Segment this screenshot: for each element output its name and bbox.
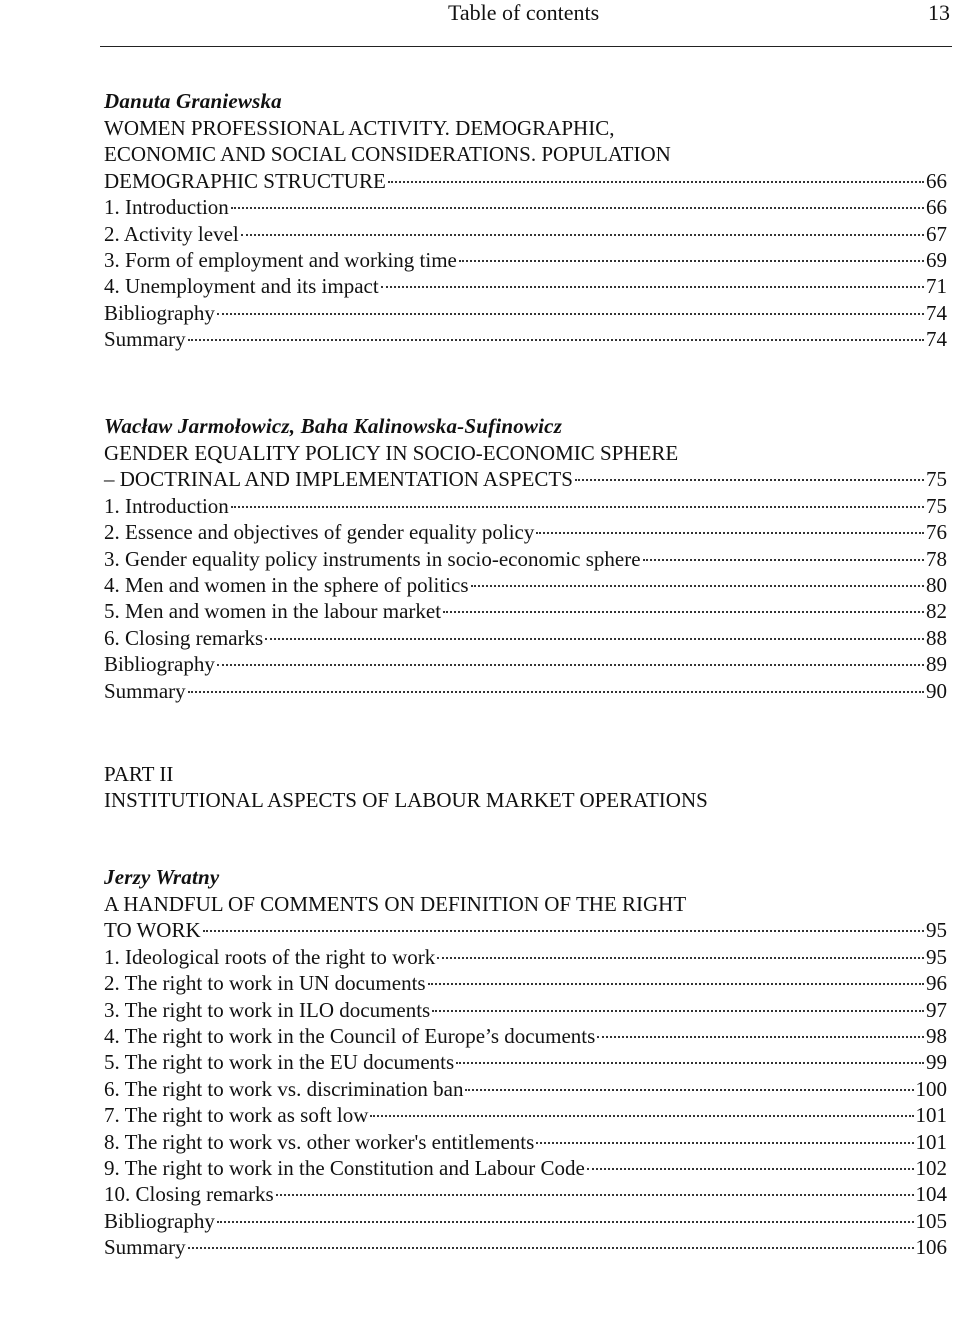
toc-entry[interactable] <box>104 546 947 572</box>
toc-entry[interactable] <box>104 678 947 704</box>
dot-leader <box>643 559 924 561</box>
toc-entry-label: 4. The right to work in the Council of Europe’s documents <box>104 1023 596 1048</box>
toc-entry-label: TO WORK <box>104 918 201 943</box>
toc-entry-label: 2. The right to work in UN documents <box>104 971 426 996</box>
toc-entry-page: 99 <box>926 1050 947 1075</box>
toc-entry[interactable] <box>104 493 947 519</box>
toc-entry[interactable] <box>104 997 947 1023</box>
toc-entry-label: DEMOGRAPHIC STRUCTURE <box>104 168 386 193</box>
dot-leader <box>575 479 924 481</box>
toc-entry-label: Summary <box>104 678 186 703</box>
dot-leader <box>370 1115 913 1117</box>
running-title: Table of contents <box>448 0 600 25</box>
toc-entry[interactable] <box>104 273 947 299</box>
toc-entry-page: 75 <box>926 493 947 518</box>
toc-entry-page: 89 <box>926 652 947 677</box>
section-author: Jerzy Wratny <box>104 865 220 889</box>
toc-entry-page: 106 <box>915 1235 947 1260</box>
toc-entry-page: 95 <box>926 944 947 969</box>
toc-entry-label: 9. The right to work in the Constitution and Labour Code <box>104 1155 585 1180</box>
toc-entry[interactable] <box>104 300 947 326</box>
toc-entry[interactable] <box>104 1049 947 1075</box>
part-title: INSTITUTIONAL ASPECTS OF LABOUR MARKET OPERATIONS <box>104 788 708 813</box>
toc-entry-page: 105 <box>915 1208 947 1233</box>
dot-leader <box>443 611 924 613</box>
toc-entry-page: 74 <box>926 300 947 325</box>
toc-entry-label: 5. Men and women in the labour market <box>104 599 442 624</box>
dot-leader <box>381 286 924 288</box>
toc-entry-label: 6. The right to work vs. discrimination ban <box>104 1076 464 1101</box>
toc-entry-page: 67 <box>926 221 947 246</box>
toc-entry-label: 2. Essence and objectives of gender equality policy <box>104 520 535 545</box>
toc-entry-page: 74 <box>926 327 947 352</box>
dot-leader <box>587 1168 914 1170</box>
toc-entry-page: 90 <box>926 678 947 703</box>
toc-entry-page: 101 <box>915 1103 947 1128</box>
toc-entry-label: Summary <box>104 327 186 352</box>
toc-entry[interactable] <box>104 651 947 677</box>
toc-entry[interactable] <box>104 221 947 247</box>
toc-entry-label: Bibliography <box>104 652 215 677</box>
section-title-line: ECONOMIC AND SOCIAL CONSIDERATIONS. POPULATION <box>104 142 671 167</box>
toc-entry-page: 101 <box>915 1129 947 1154</box>
dot-leader <box>241 234 924 236</box>
toc-entry[interactable] <box>104 1076 947 1102</box>
dot-leader <box>188 1247 914 1249</box>
toc-entry-label: 4. Men and women in the sphere of politics <box>104 572 469 597</box>
dot-leader <box>188 339 924 341</box>
dot-leader <box>597 1036 924 1038</box>
toc-entry-label: 4. Unemployment and its impact <box>104 274 379 299</box>
dot-leader <box>456 1062 924 1064</box>
toc-entry-label: 2. Activity level <box>104 221 239 246</box>
toc-entry-label: – DOCTRINAL AND IMPLEMENTATION ASPECTS <box>104 467 573 492</box>
toc-entry-label: Bibliography <box>104 300 215 325</box>
dot-leader <box>217 664 924 666</box>
dot-leader <box>231 506 924 508</box>
dot-leader <box>217 1221 914 1223</box>
toc-entry-label: 1. Introduction <box>104 195 229 220</box>
toc-entry[interactable] <box>104 519 947 545</box>
toc-entry-label: 7. The right to work as soft low <box>104 1103 369 1128</box>
toc-entry[interactable] <box>104 326 947 352</box>
toc-section-wratny <box>104 864 947 1260</box>
dot-leader <box>536 532 924 534</box>
dot-leader <box>188 691 924 693</box>
dot-leader <box>217 313 924 315</box>
toc-section-jarmolowicz <box>104 413 947 704</box>
section-title-line: A HANDFUL OF COMMENTS ON DEFINITION OF THE RIGHT <box>104 892 687 916</box>
toc-entry[interactable] <box>104 598 947 624</box>
dot-leader <box>203 930 924 932</box>
dot-leader <box>471 585 924 587</box>
toc-entry-page: 95 <box>926 918 947 943</box>
dot-leader <box>432 1010 924 1012</box>
page-number: 13 <box>928 0 950 25</box>
toc-entry-label: 5. The right to work in the EU documents <box>104 1050 455 1075</box>
part-label: PART II <box>104 762 174 786</box>
dot-leader <box>428 983 924 985</box>
section-author: Wacław Jarmołowicz, Baha Kalinowska-Sufinowicz <box>104 414 563 438</box>
section-author: Danuta Graniewska <box>104 89 282 113</box>
dot-leader <box>459 260 924 262</box>
toc-entry[interactable] <box>104 168 947 194</box>
toc-entry-label: Summary <box>104 1235 186 1260</box>
header-rule <box>100 46 952 47</box>
toc-entry[interactable] <box>104 247 947 273</box>
dot-leader <box>388 181 924 183</box>
toc-entry-label: 1. Ideological roots of the right to work <box>104 944 436 969</box>
dot-leader <box>276 1194 914 1196</box>
toc-entry-label: 3. Form of employment and working time <box>104 247 457 272</box>
section-title-line: WOMEN PROFESSIONAL ACTIVITY. DEMOGRAPHIC, <box>104 116 615 140</box>
toc-entry-page: 100 <box>915 1076 947 1101</box>
toc-section-graniewska <box>104 88 947 353</box>
toc-entry[interactable] <box>104 1102 947 1128</box>
toc-entry[interactable] <box>104 1234 947 1260</box>
dot-leader <box>265 638 924 640</box>
section-title-line: GENDER EQUALITY POLICY IN SOCIO-ECONOMIC SPHERE <box>104 441 679 465</box>
dot-leader <box>465 1089 913 1091</box>
toc-entry-page: 98 <box>926 1023 947 1048</box>
toc-entry-page: 76 <box>926 520 947 545</box>
toc-entry[interactable] <box>104 572 947 598</box>
toc-entry-page: 69 <box>926 247 947 272</box>
toc-entry-label: 10. Closing remarks <box>104 1182 274 1207</box>
toc-entry-label: 3. Gender equality policy instruments in socio-economic sphere <box>104 546 641 571</box>
toc-entry-label: Bibliography <box>104 1208 215 1233</box>
toc-entry[interactable] <box>104 1155 947 1181</box>
toc-entry[interactable] <box>104 1023 947 1049</box>
toc-entry[interactable] <box>104 625 947 651</box>
part-heading <box>104 761 947 814</box>
toc-entry[interactable] <box>104 944 947 970</box>
toc-entry-page: 78 <box>926 546 947 571</box>
toc-entry[interactable] <box>104 917 947 943</box>
toc-entry[interactable] <box>104 970 947 996</box>
toc-entry-page: 82 <box>926 599 947 624</box>
toc-entry-page: 66 <box>926 168 947 193</box>
toc-entry-page: 66 <box>926 195 947 220</box>
toc-entry-page: 80 <box>926 572 947 597</box>
toc-entry[interactable] <box>104 194 947 220</box>
toc-entry-label: 3. The right to work in ILO documents <box>104 997 431 1022</box>
toc-entry-page: 102 <box>915 1155 947 1180</box>
toc-entry-label: 8. The right to work vs. other worker's entitlements <box>104 1129 535 1154</box>
toc-entry-page: 104 <box>915 1182 947 1207</box>
toc-entry[interactable] <box>104 1129 947 1155</box>
dot-leader <box>437 957 924 959</box>
dot-leader <box>231 207 924 209</box>
toc-entry-page: 88 <box>926 625 947 650</box>
toc-entry-page: 96 <box>926 971 947 996</box>
toc-entry-page: 71 <box>926 274 947 299</box>
toc-entry-page: 75 <box>926 467 947 492</box>
page-header <box>0 0 960 30</box>
toc-entry-page: 97 <box>926 997 947 1022</box>
toc-entry-label: 6. Closing remarks <box>104 625 264 650</box>
toc-entry[interactable] <box>104 1181 947 1207</box>
toc-entry[interactable] <box>104 1208 947 1234</box>
toc-entry[interactable] <box>104 466 947 492</box>
dot-leader <box>536 1142 913 1144</box>
toc-entry-label: 1. Introduction <box>104 493 229 518</box>
